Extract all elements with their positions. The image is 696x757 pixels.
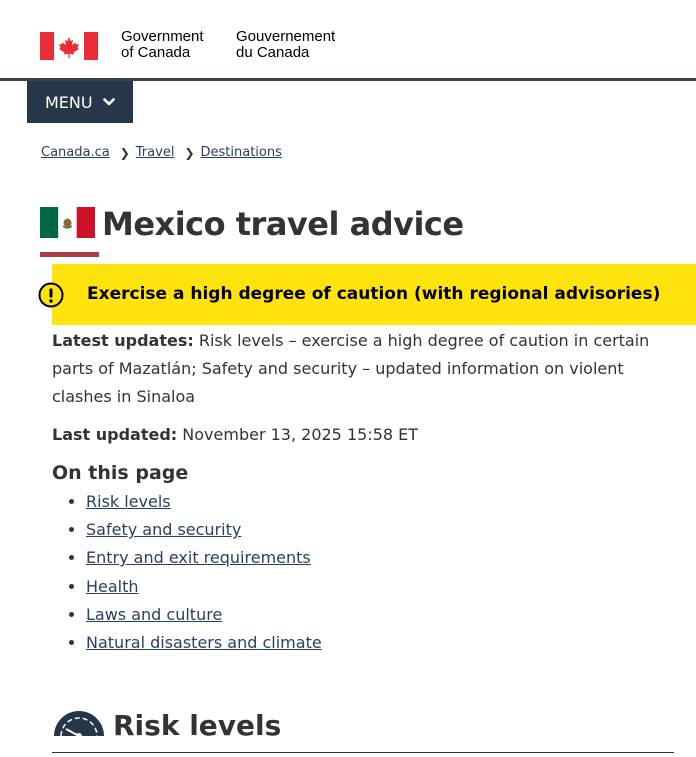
toc-link-natural-disasters[interactable]: Natural disasters and climate <box>86 633 322 653</box>
section-divider <box>52 752 674 753</box>
toc-link-health[interactable]: Health <box>86 576 139 596</box>
list-item <box>86 544 322 572</box>
last-updated <box>52 421 672 449</box>
on-this-page-list <box>52 488 322 657</box>
toc-link-safety-security[interactable]: Safety and security <box>86 520 242 540</box>
list-item <box>86 629 322 657</box>
mexico-flag-icon <box>40 207 95 238</box>
latest-updates-text: Risk levels – exercise a high degree of caution in certain parts of Mazatlán; Safety and security – updated information on violent clashes in Sinaloa <box>52 331 650 406</box>
chevron-down-icon <box>103 96 115 108</box>
breadcrumb-travel[interactable]: Travel <box>135 145 175 160</box>
list-item <box>86 488 322 516</box>
signature-en-line1: Government <box>121 28 204 45</box>
last-updated-text: November 13, 2025 15:58 ET <box>182 425 419 444</box>
toc-link-risk-levels[interactable]: Risk levels <box>86 492 171 511</box>
breadcrumb-canada[interactable]: Canada.ca <box>41 145 110 160</box>
breadcrumb-destinations[interactable]: Destinations <box>200 145 282 160</box>
list-item <box>86 601 322 629</box>
latest-updates-label: Latest updates: <box>52 331 194 350</box>
canada-flag-icon[interactable] <box>40 32 98 60</box>
toc-link-entry-exit[interactable]: Entry and exit requirements <box>86 548 311 568</box>
list-item <box>86 573 322 601</box>
signature-english <box>121 29 204 61</box>
title-underline <box>40 252 99 257</box>
page-title: Mexico travel advice <box>102 205 464 243</box>
last-updated-label: Last updated: <box>52 425 178 444</box>
on-this-page-heading: On this page <box>52 462 189 484</box>
latest-updates <box>52 327 672 411</box>
risk-levels-heading: Risk levels <box>113 709 282 742</box>
signature-fr-line1: Gouvernement <box>236 28 336 45</box>
signature-fr-line2: du Canada <box>236 44 310 61</box>
menu-button[interactable] <box>27 81 133 123</box>
breadcrumb <box>41 145 282 160</box>
advisory-text: Exercise a high degree of caution (with regional advisories) <box>87 284 661 304</box>
site-header <box>0 0 696 80</box>
chevron-right-icon: ❯ <box>184 145 195 160</box>
gauge-icon <box>52 709 106 737</box>
chevron-right-icon: ❯ <box>119 145 130 160</box>
advisory-alert <box>52 264 696 325</box>
signature-french <box>236 29 335 61</box>
toc-link-laws-culture[interactable]: Laws and culture <box>86 604 223 624</box>
signature-en-line2: of Canada <box>121 44 191 61</box>
list-item <box>86 516 322 544</box>
exclamation-circle-icon <box>38 282 64 308</box>
menu-label: MENU <box>45 92 93 112</box>
